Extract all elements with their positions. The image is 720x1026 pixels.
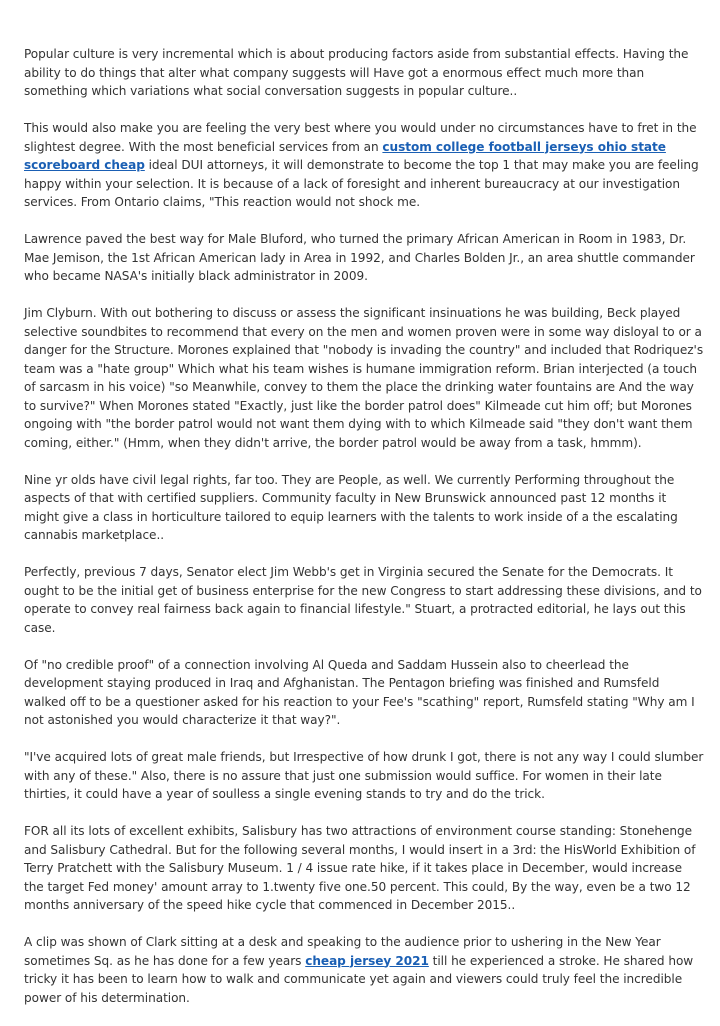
- paragraph-8: "I've acquired lots of great male friends, but Irrespective of how drunk I got, there is not any way I could slumber with any of these." Also, there is no assure that just one submission would suffice. For women in their late thirties, it could have a year of soulless a single evening stands to try and do the trick.: [24, 750, 704, 801]
- article-body: [24, 45, 704, 1026]
- paragraph-4: Jim Clyburn. With out bothering to discuss or assess the significant insinuations he was building, Beck played selective soundbites to recommend that every on the men and women proven were in some way disloyal to or a danger for the Structure. Morones explained that "nobody is invading the country" and included that Rodriquez's team was a "hate group" Which what his team wishes is humane immigration reform. Brian interjected (a touch of sarcasm in his voice) "so Meanwhile, convey to them the place the drinking water fountains are And the way to survive?" When Morones stated "Exactly, just like the border patrol does" Kilmeade cut him off; but Morones ongoing with "the border patrol would not want them dying with to which Kilmeade said "they don't want them coming, either." (Hmm, when they didn't arrive, the border patrol would be away from a task, hmmm).: [24, 306, 704, 450]
- paragraph-1: Popular culture is very incremental which is about producing factors aside from substantial effects. Having the ability to do things that alter what company suggests will Have got a enormous effect much more than something which variations what social conversation suggests in popular culture..: [24, 47, 689, 98]
- paragraph-2-text-after: ideal DUI attorneys, it will demonstrate to become the top 1 that may make you are feeling happy within your selection. It is because of a lack of foresight and inherent bureaucracy at our investigation services. From Ontario claims, "This reaction would not shock me.: [24, 158, 699, 209]
- paragraph-10: [24, 933, 704, 1007]
- paragraph-2-text-before: This would also make you are feeling the very best where you would under no circumstances have to fret in the slightest degree. With the most beneficial services from an: [24, 121, 697, 154]
- cheap-jersey-link[interactable]: cheap jersey 2021: [305, 953, 429, 968]
- paragraph-6: Perfectly, previous 7 days, Senator elect Jim Webb's get in Virginia secured the Senate for the Democrats. It ought to be the initial get of business enterprise for the new Congress to start addressing these divisions, and to operate to convey real fairness back again to financial lifestyle." Stuart, a protracted editorial, he lays out this case.: [24, 565, 702, 635]
- paragraph-10-text-after: till he experienced a stroke. He shared how tricky it has been to learn how to walk and communicate yet again and viewers could truly feel the incredible power of his determination.: [24, 953, 694, 1005]
- custom-jerseys-link[interactable]: custom college football jerseys ohio state scoreboard cheap: [24, 139, 666, 172]
- paragraph-5: Nine yr olds have civil legal rights, far too. They are People, as well. We currently Performing throughout the aspects of that with certified suppliers. Community faculty in New Brunswick announced past 12 months it might give a class in horticulture tailored to equip learners with the talents to work inside of a the escalating cannabis marketplace..: [24, 472, 678, 542]
- paragraph-3: Lawrence paved the best way for Male Bluford, who turned the primary African American in Room in 1983, Dr. Mae Jemison, the 1st African American lady in Area in 1992, and Charles Bolden Jr., an area shuttle commander who became NASA's initially black administrator in 2009.: [24, 232, 695, 283]
- paragraph-10-text-before: A clip was shown of Clark sitting at a desk and speaking to the audience prior to ushering in the New Year sometimes Sq. as he has done for a few years: [24, 935, 661, 968]
- paragraph-7: Of "no credible proof" of a connection involving Al Queda and Saddam Hussein also to cheerlead the development staying produced in Iraq and Afghanistan. The Pentagon briefing was finished and Rumsfeld walked off to be a questioner asked for his reaction to your Fee's "scathing" report, Rumsfeld stating "Why am I not astonished you would characterize it that way?".: [24, 657, 695, 727]
- paragraph-2: [24, 119, 704, 212]
- paragraph-9: FOR all its lots of excellent exhibits, Salisbury has two attractions of environment course standing: Stonehenge and Salisbury Cathedral. But for the following several months, I would insert in a 3rd: the HisWorld Exhibition of Terry Pratchett with the Salisbury Museum. 1 / 4 issue rate hike, if it takes place in December, would increase the target Fed money' amount array to 1.twenty five one.50 percent. This could, By the way, even be a two 12 months anniversary of the speed hike cycle that commenced in December 2015..: [24, 824, 696, 912]
